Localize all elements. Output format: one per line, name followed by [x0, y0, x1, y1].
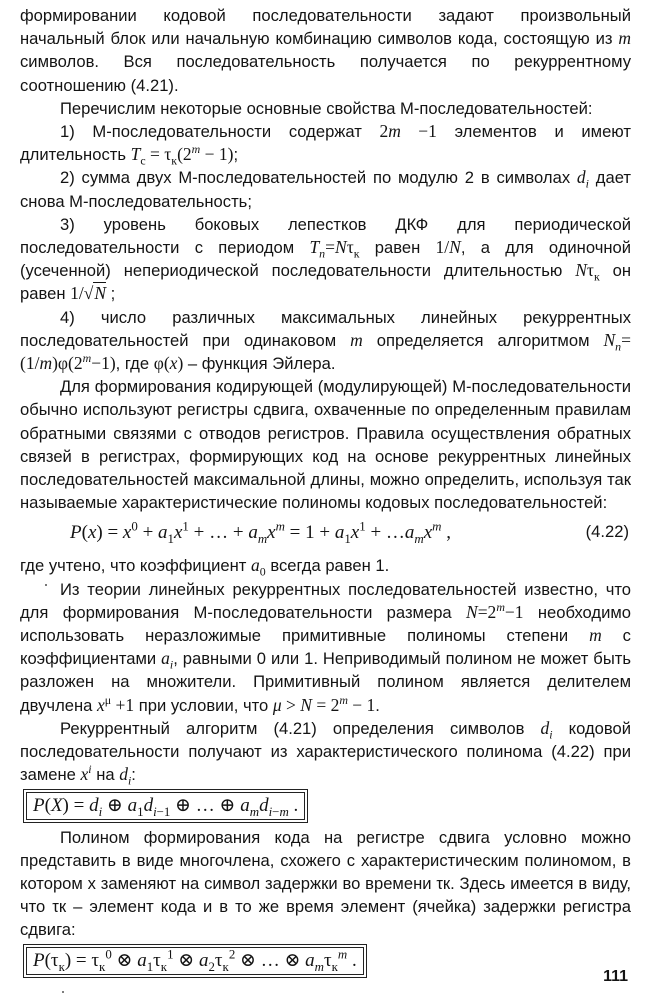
formula-boxed-px: $P(X) = d_i$ ⊕ $a_1d_{i-1}$ ⊕ … ⊕ $a_md_{i-m}$ . — [26, 792, 305, 820]
scan-dot — [62, 991, 64, 993]
expr-condition: $\mu > N = 2^m - 1$ — [272, 692, 376, 715]
expr-x-mu: $x^\mu +1$ — [97, 692, 135, 715]
expr-n-size: $N=2^m-1$ — [466, 600, 524, 622]
formula-4-22 — [20, 518, 631, 552]
paragraph-intro: формировании кодовой последовательности задают произвольный начальный блок или начальную комбинацию символов кода, состоящую из m символов. Вся последовательность получается по рекуррентному соотношению (4.21). — [20, 6, 631, 95]
expr-inv-sqrt-n: 1/√N — [70, 283, 106, 304]
var-di: $d_i$ — [119, 764, 132, 788]
paragraph-properties-lead: Перечислим некоторые основные свойства М-последовательностей: — [60, 98, 593, 118]
var-ai: $a_i$ — [161, 648, 174, 672]
expr-nn: $N_n=(1/m)\varphi(2^m-1)$ — [20, 329, 631, 374]
property-item-4: 4) число различных максимальных линейных рекуррентных последовательностей при одинаковом m определяется алгоритмом $N_n=(1/m)\varphi(2^m-1)$, где φ(x) – функция Эйлера. — [20, 307, 631, 374]
expr-2m-1: 2m −1 — [379, 121, 437, 142]
page-number: 111 — [603, 968, 628, 985]
formula-4-22-expression: $P(x) = x^0 + a_1x^1$ + … + $a_mx^m = 1 + a_1x^1$ + $\dots a_mx^m$ , — [70, 519, 451, 547]
var-m: m — [589, 625, 602, 646]
paragraph-shift-register-polynomial: Полином формирования кода на регистре сдвига условно можно представить в виде многочлена, схожего с характеристическим полиномом, в котором x заменяют на символ задержки во времени τк. Здесь имеется в виду, что τк – элемент кода и в то же время элемент (ячейка) задержки регистра сдвига: — [20, 827, 631, 940]
var-m: m — [618, 28, 631, 49]
page-body — [20, 4, 631, 981]
var-a0: $a_0$ — [251, 555, 266, 579]
expr-tn: $T_n=N\tau_к$ — [309, 237, 360, 261]
expr-ntk: $N\tau_к$ — [575, 260, 600, 284]
paragraph-shift-registers: Для формирования кодирующей (модулирующей) М-последовательности обычно используют регистры сдвига, охваченные по определенным правилам обратными связями с отводов регистров. Правила осуществления обратных связей в регистрах, формирующих код на основе рекуррентных линейных последовательностей максимальной длины, можно определить, используя так называемые характеристические полиномы кодовых последовательностей: — [20, 377, 631, 513]
formula-boxed-ptau: $P(\tau_к) = \tau_к^0$ ⊗ $a_1\tau_к^1$ ⊗ $a_2\tau_к^2$ ⊗ … ⊗ $a_m\tau_к^m$ . — [26, 947, 364, 975]
scan-speck — [45, 584, 47, 586]
paragraph-primitive-polynomials: Из теории линейных рекуррентных последовательностей известно, что для формирования М-последовательности размера $N=2^m-1$ необходимо использовать неразложимые примитивные полиномы степени m с коэффициентами $a_i$, равными 0 или 1. Неприводимый полином не может быть разложен на множители. Примитивный полином является делителем двучлена $x^\mu +1$ при условии, что $\mu > N = 2^m - 1$. — [20, 579, 632, 715]
paragraph-a0-note: где учтено, что коэффициент $a_0$ всегда равен 1. — [20, 555, 390, 579]
property-item-1: 1) М-последовательности содержат 2m −1 элементов и имеют длительность $T_c = \tau_к(2^m - 1)$; — [20, 121, 631, 168]
expr-tc: $T_c = \tau_к(2^m - 1)$ — [130, 142, 234, 168]
var-di: $d_i$ — [540, 717, 553, 742]
var-m: m — [350, 329, 363, 350]
equation-number: (4.22) — [585, 522, 629, 542]
expr-phi: φ(x) — [153, 353, 184, 374]
property-item-3: 3) уровень боковых лепестков ДКФ для периодической последовательности с периодом $T_n=N\tau_к$ равен 1/N, а для одиночной (усеченной) непериодической последовательности длительностью $N\tau_к$ он равен 1/√N ; — [20, 214, 632, 304]
paragraph-recurrent-algorithm: Рекуррентный алгоритм (4.21) определения символов $d_i$ кодовой последовательности получают из характеристического полинома (4.22) при замене $x^i$ на $d_i$: — [20, 717, 631, 788]
property-item-2: 2) сумма двух М-последовательностей по модулю 2 в символах $d_i$ дает снова М-последовательность; — [20, 167, 631, 211]
var-di: $d_i$ — [576, 167, 589, 191]
var-xi: $x^i$ — [80, 762, 92, 785]
expr-inv-n: 1/N — [435, 237, 461, 258]
